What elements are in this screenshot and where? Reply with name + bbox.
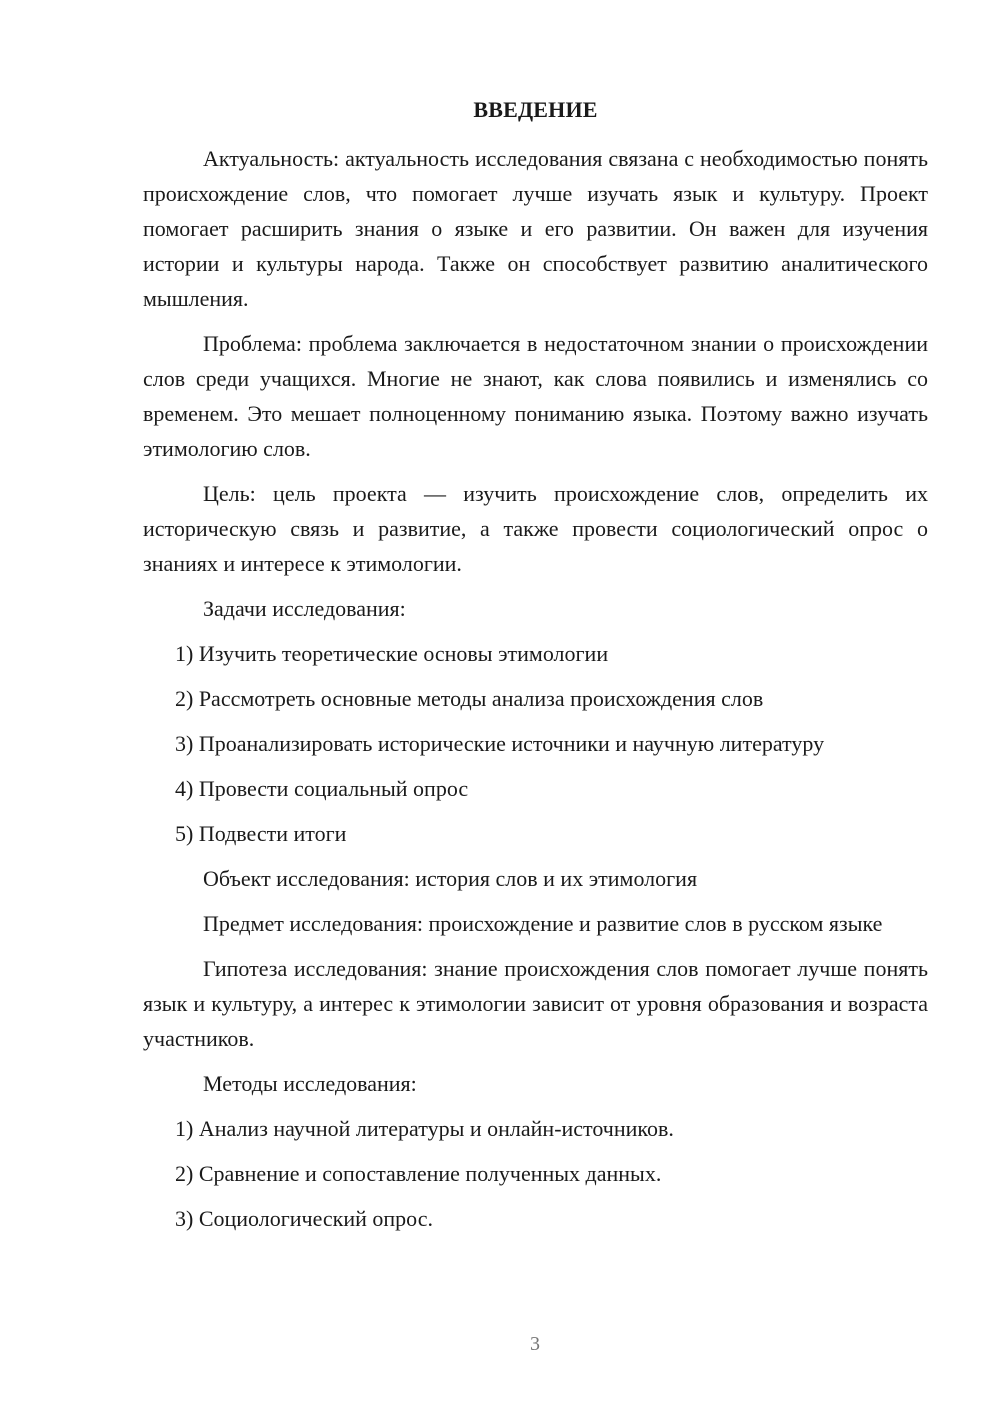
methods-heading: Методы исследования: xyxy=(203,1071,417,1096)
document-page xyxy=(143,92,928,1246)
page-number: 3 xyxy=(530,1333,540,1355)
list-item: 3) Социологический опрос. xyxy=(175,1206,433,1231)
relevance-paragraph: Актуальность: актуальность исследования связана с необходимостью понять происхождение слов, что помогает лучше изучать язык и культуру. Проект помогает расширить знания о языке и его развитии. Он важен для изучения истории и культуры народа. Также он способствует развитию аналитического мышления. xyxy=(143,146,928,311)
list-item: 4) Провести социальный опрос xyxy=(175,776,469,801)
list-item: 5) Подвести итоги xyxy=(175,821,347,846)
goal-paragraph: Цель: цель проекта — изучить происхождение слов, определить их историческую связь и развитие, а также провести социологический опрос о знаниях и интересе к этимологии. xyxy=(143,481,928,576)
list-item: 1) Изучить теоретические основы этимологии xyxy=(175,641,609,666)
list-item: 3) Проанализировать исторические источники и научную литературу xyxy=(175,731,825,756)
list-item: 1) Анализ научной литературы и онлайн-источников. xyxy=(175,1116,674,1141)
problem-paragraph: Проблема: проблема заключается в недостаточном знании о происхождении слов среди учащихся. Многие не знают, как слова появились и изменялись со временем. Это мешает полноценному пониманию языка. Поэтому важно изучать этимологию слов. xyxy=(143,331,928,461)
subject-paragraph: Предмет исследования: происхождение и развитие слов в русском языке xyxy=(203,911,883,936)
section-title: ВВЕДЕНИЕ xyxy=(473,97,598,122)
tasks-heading: Задачи исследования: xyxy=(203,596,406,621)
list-item: 2) Рассмотреть основные методы анализа происхождения слов xyxy=(175,686,764,711)
hypothesis-paragraph: Гипотеза исследования: знание происхождения слов помогает лучше понять язык и культуру, а интерес к этимологии зависит от уровня образования и возраста участников. xyxy=(143,956,928,1051)
object-line: Объект исследования: история слов и их этимология xyxy=(203,866,698,891)
list-item: 2) Сравнение и сопоставление полученных данных. xyxy=(175,1161,662,1186)
